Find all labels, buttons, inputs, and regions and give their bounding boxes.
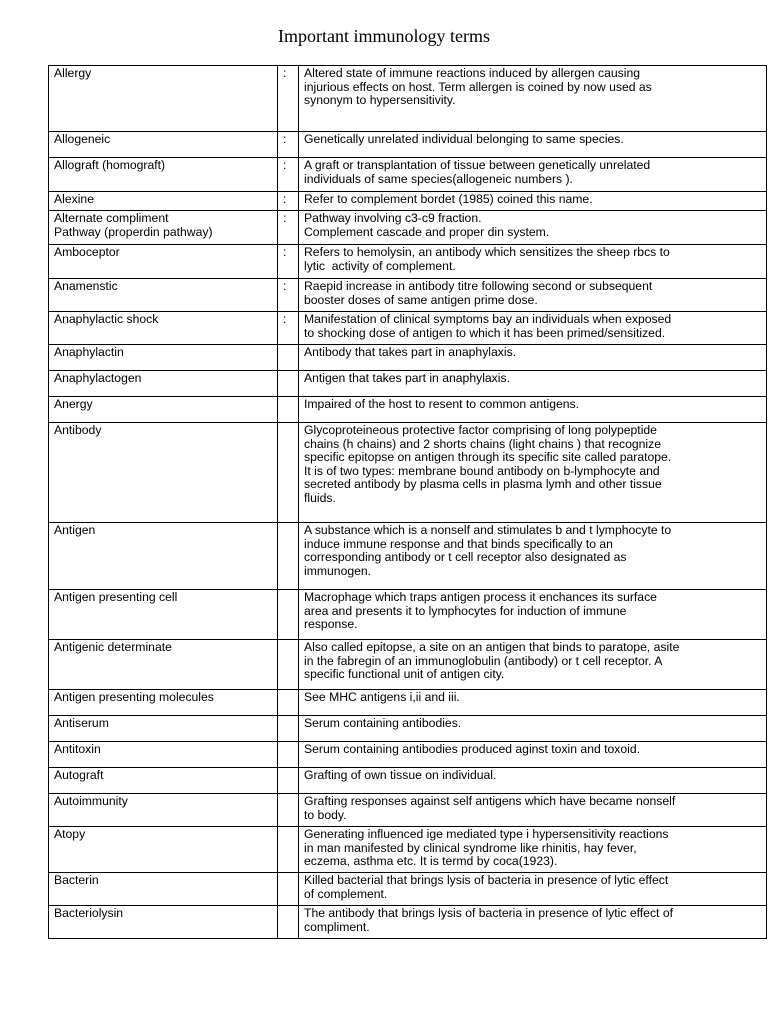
definition-cell bbox=[299, 690, 767, 716]
definition-text: Also called epitopse, a site on an antigen that binds to paratope, asite bbox=[304, 640, 680, 654]
definition-text: Refers to hemolysin, an antibody which sensitizes the sheep rbcs to bbox=[304, 245, 670, 259]
definition-text: Killed bacterial that brings lysis of bacteria in presence of lytic effect bbox=[304, 873, 669, 887]
term-text: Antigen bbox=[54, 523, 96, 537]
term-cell bbox=[49, 312, 278, 345]
separator-cell bbox=[278, 742, 299, 768]
definition-text: fluids. bbox=[304, 490, 336, 505]
term-text: Antibody bbox=[54, 423, 102, 437]
definition-cell bbox=[299, 794, 767, 827]
term-text: Antigen presenting cell bbox=[54, 590, 178, 604]
term-cell bbox=[49, 640, 278, 690]
term-text: Amboceptor bbox=[54, 245, 120, 259]
term-cell bbox=[49, 827, 278, 873]
definition-text: lytic activity of complement. bbox=[304, 258, 456, 273]
definition-cell bbox=[299, 523, 767, 590]
definition-text: specific epitopse on antigen through its specific site called paratope. bbox=[304, 450, 672, 465]
definition-cell bbox=[299, 211, 767, 245]
term-text: Anaphylactin bbox=[54, 345, 124, 359]
term-cell bbox=[49, 132, 278, 158]
definition-cell bbox=[299, 158, 767, 192]
table-row bbox=[49, 640, 767, 690]
separator-cell bbox=[278, 794, 299, 827]
table-row bbox=[49, 245, 767, 279]
term-cell bbox=[49, 211, 278, 245]
separator-cell: : bbox=[278, 312, 299, 345]
terms-table bbox=[48, 65, 767, 939]
term-text: Alternate compliment bbox=[54, 211, 169, 225]
definition-text: A substance which is a nonself and stimulates b and t lymphocyte to bbox=[304, 523, 672, 537]
definition-cell bbox=[299, 423, 767, 523]
term-cell bbox=[49, 397, 278, 423]
term-text: Antigen presenting molecules bbox=[54, 690, 214, 704]
term-text: Antigenic determinate bbox=[54, 640, 172, 654]
definition-text: booster doses of same antigen prime dose. bbox=[304, 292, 538, 307]
definition-cell bbox=[299, 397, 767, 423]
definition-text: Complement cascade and proper din system. bbox=[304, 224, 550, 239]
definition-text: Refer to complement bordet (1985) coined this name. bbox=[304, 192, 593, 206]
separator-cell bbox=[278, 716, 299, 742]
separator-cell bbox=[278, 523, 299, 590]
definition-text: response. bbox=[304, 617, 358, 632]
definition-text: to shocking dose of antigen to which it has been primed/sensitized. bbox=[304, 325, 666, 340]
definition-cell bbox=[299, 192, 767, 211]
separator-cell bbox=[278, 690, 299, 716]
table-row bbox=[49, 423, 767, 523]
definition-text: compliment. bbox=[304, 919, 370, 934]
separator-cell: : bbox=[278, 245, 299, 279]
separator-cell: : bbox=[278, 66, 299, 132]
term-text: Bacteriolysin bbox=[54, 906, 124, 920]
term-cell bbox=[49, 245, 278, 279]
definition-cell bbox=[299, 590, 767, 640]
definition-cell bbox=[299, 827, 767, 873]
definition-text: Genetically unrelated individual belonging to same species. bbox=[304, 132, 624, 146]
definition-text: A graft or transplantation of tissue between genetically unrelated bbox=[304, 158, 651, 172]
definition-cell bbox=[299, 345, 767, 371]
table-row bbox=[49, 827, 767, 873]
definition-cell bbox=[299, 768, 767, 794]
term-cell bbox=[49, 768, 278, 794]
separator-cell bbox=[278, 640, 299, 690]
definition-cell bbox=[299, 371, 767, 397]
table-row bbox=[49, 192, 767, 211]
separator-cell bbox=[278, 827, 299, 873]
separator-cell bbox=[278, 423, 299, 523]
separator-cell: : bbox=[278, 211, 299, 245]
definition-text: injurious effects on host. Term allergen is coined by now used as bbox=[304, 79, 652, 94]
separator-cell: : bbox=[278, 279, 299, 312]
term-text: Anamenstic bbox=[54, 279, 118, 293]
term-cell bbox=[49, 742, 278, 768]
separator-cell bbox=[278, 590, 299, 640]
definition-text: Macrophage which traps antigen process it enchances its surface bbox=[304, 590, 657, 604]
table-row bbox=[49, 132, 767, 158]
definition-cell bbox=[299, 66, 767, 132]
term-cell bbox=[49, 690, 278, 716]
definition-cell bbox=[299, 245, 767, 279]
definition-cell bbox=[299, 716, 767, 742]
definition-cell bbox=[299, 279, 767, 312]
term-cell bbox=[49, 345, 278, 371]
term-cell bbox=[49, 590, 278, 640]
definition-text: Generating influenced ige mediated type i hypersensitivity reactions bbox=[304, 827, 669, 841]
definition-text: Raepid increase in antibody titre following second or subsequent bbox=[304, 279, 653, 293]
separator-cell bbox=[278, 906, 299, 939]
separator-cell bbox=[278, 371, 299, 397]
table-row bbox=[49, 523, 767, 590]
term-cell bbox=[49, 192, 278, 211]
term-text: Allograft (homograft) bbox=[54, 158, 166, 172]
definition-text: in the fabregin of an immunoglobulin (antibody) or t cell receptor. A bbox=[304, 653, 663, 668]
definition-cell bbox=[299, 873, 767, 906]
definition-text: eczema, asthma etc. It is termd by coca(1923). bbox=[304, 854, 558, 869]
separator-cell: : bbox=[278, 158, 299, 192]
separator-cell bbox=[278, 768, 299, 794]
definition-text: Grafting responses against self antigens which have became nonself bbox=[304, 794, 676, 808]
table-row bbox=[49, 690, 767, 716]
document-title: Important immunology terms bbox=[278, 26, 490, 46]
table-row bbox=[49, 345, 767, 371]
table-row bbox=[49, 158, 767, 192]
definition-text: Antibody that takes part in anaphylaxis. bbox=[304, 345, 517, 359]
table-row bbox=[49, 794, 767, 827]
table-row bbox=[49, 906, 767, 939]
term-cell bbox=[49, 523, 278, 590]
definition-text: Manifestation of clinical symptoms bay an individuals when exposed bbox=[304, 312, 672, 326]
table-row bbox=[49, 211, 767, 245]
definition-text: The antibody that brings lysis of bacteria in presence of lytic effect of bbox=[304, 906, 673, 920]
term-cell bbox=[49, 873, 278, 906]
separator-cell bbox=[278, 345, 299, 371]
definition-cell bbox=[299, 640, 767, 690]
definition-text: chains (h chains) and 2 shorts chains (light chains ) that recognize bbox=[304, 436, 662, 451]
terms-table-body bbox=[49, 66, 767, 939]
table-row bbox=[49, 371, 767, 397]
definition-text: Serum containing antibodies. bbox=[304, 716, 462, 730]
term-text: Autoimmunity bbox=[54, 794, 128, 808]
definition-text: specific functional unit of antigen city. bbox=[304, 667, 505, 682]
table-row bbox=[49, 66, 767, 132]
table-row bbox=[49, 768, 767, 794]
definition-text: Antigen that takes part in anaphylaxis. bbox=[304, 371, 510, 385]
term-text: Antiserum bbox=[54, 716, 109, 730]
definition-text: induce immune response and that binds specifically to an bbox=[304, 536, 613, 551]
definition-text: Grafting of own tissue on individual. bbox=[304, 768, 497, 782]
term-cell bbox=[49, 158, 278, 192]
table-row bbox=[49, 716, 767, 742]
definition-text: of complement. bbox=[304, 886, 388, 901]
term-cell bbox=[49, 794, 278, 827]
definition-cell bbox=[299, 312, 767, 345]
definition-text: in man manifested by clinical syndrome like rhinitis, hay fever, bbox=[304, 840, 637, 855]
definition-text: area and presents it to lymphocytes for induction of immune bbox=[304, 603, 627, 618]
separator-cell bbox=[278, 397, 299, 423]
table-row bbox=[49, 590, 767, 640]
definition-text: immunogen. bbox=[304, 563, 372, 578]
table-row bbox=[49, 279, 767, 312]
term-text: Anaphylactogen bbox=[54, 371, 142, 385]
definition-text: Glycoproteineous protective factor comprising of long polypeptide bbox=[304, 423, 657, 437]
term-text: Anergy bbox=[54, 397, 93, 411]
separator-cell: : bbox=[278, 132, 299, 158]
term-text: Antitoxin bbox=[54, 742, 101, 756]
definition-cell bbox=[299, 132, 767, 158]
term-cell bbox=[49, 906, 278, 939]
table-row bbox=[49, 312, 767, 345]
definition-text: secreted antibody by plasma cells in plasma lymh and other tissue bbox=[304, 477, 662, 492]
definition-text: Impaired of the host to resent to common antigens. bbox=[304, 397, 580, 411]
term-text: Anaphylactic shock bbox=[54, 312, 159, 326]
definition-text: to body. bbox=[304, 807, 347, 822]
definition-text: synonym to hypersensitivity. bbox=[304, 93, 456, 108]
term-cell bbox=[49, 279, 278, 312]
definition-text: It is of two types: membrane bound antibody on b-lymphocyte and bbox=[304, 463, 660, 478]
definition-text: corresponding antibody or t cell receptor also designated as bbox=[304, 550, 627, 565]
term-text: Autograft bbox=[54, 768, 104, 782]
definition-text: Serum containing antibodies produced aginst toxin and toxoid. bbox=[304, 742, 641, 756]
term-text: Allergy bbox=[54, 66, 92, 80]
table-row bbox=[49, 873, 767, 906]
term-cell bbox=[49, 371, 278, 397]
term-text: Bacterin bbox=[54, 873, 99, 887]
separator-cell bbox=[278, 873, 299, 906]
term-cell bbox=[49, 423, 278, 523]
term-text: Allogeneic bbox=[54, 132, 111, 146]
term-text: Atopy bbox=[54, 827, 86, 841]
definition-text: individuals of same species(allogeneic numbers ). bbox=[304, 171, 573, 186]
table-row bbox=[49, 742, 767, 768]
definition-text: See MHC antigens i,ii and iii. bbox=[304, 690, 460, 704]
term-cell bbox=[49, 716, 278, 742]
term-text: Pathway (properdin pathway) bbox=[54, 224, 213, 239]
definition-cell bbox=[299, 742, 767, 768]
separator-cell: : bbox=[278, 192, 299, 211]
table-row bbox=[49, 397, 767, 423]
term-cell bbox=[49, 66, 278, 132]
definition-cell bbox=[299, 906, 767, 939]
definition-text: Pathway involving c3-c9 fraction. bbox=[304, 211, 482, 225]
term-text: Alexine bbox=[54, 192, 94, 206]
definition-text: Altered state of immune reactions induced by allergen causing bbox=[304, 66, 641, 80]
